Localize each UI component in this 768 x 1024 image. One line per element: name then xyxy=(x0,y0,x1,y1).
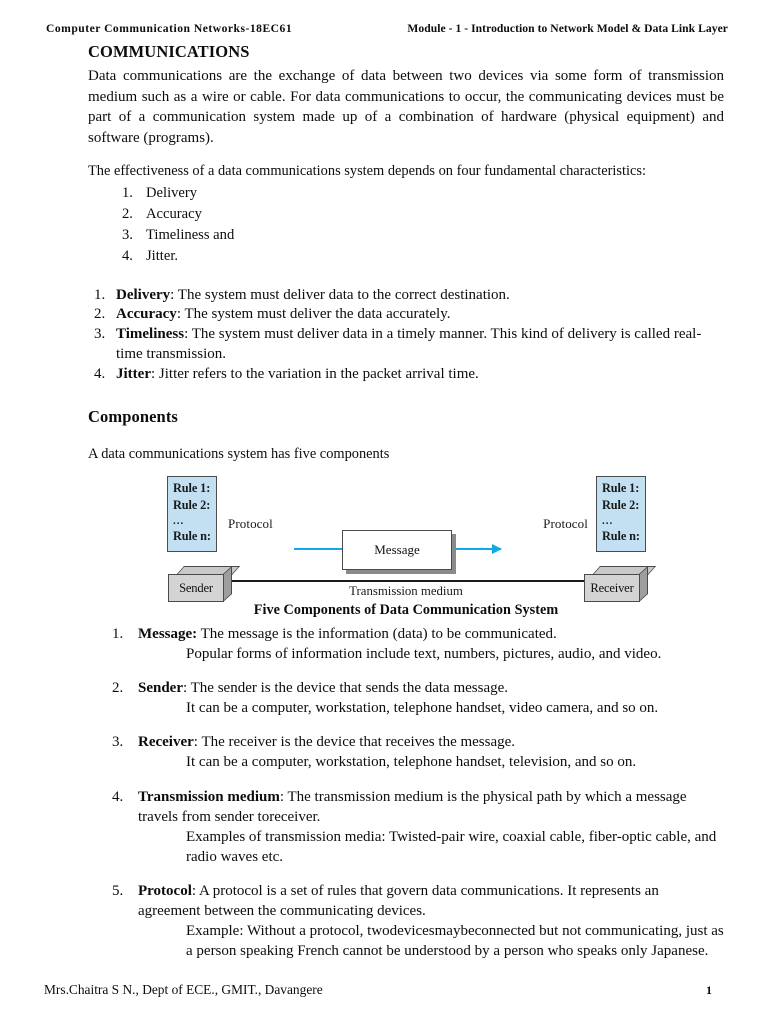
protocol-label-sender: Protocol xyxy=(228,515,273,531)
list-marker: 4. xyxy=(94,366,106,383)
list-item xyxy=(112,624,724,664)
list-marker: 1. xyxy=(94,286,106,303)
definition-text: The system must deliver data in a timely manner. This kind of delivery is called real-time transmission. xyxy=(116,326,702,363)
definition-separator: : xyxy=(184,326,189,343)
list-item xyxy=(94,365,724,385)
footer-author: Mrs.Chaitra S N., Dept of ECE., GMIT., Davangere xyxy=(44,982,323,997)
header-course-title: Computer Communication Networks-18EC61 xyxy=(46,22,293,35)
list-item-label: Accuracy xyxy=(146,206,202,223)
figure-caption: Five Components of Data Communication System xyxy=(253,601,559,618)
list-item xyxy=(122,225,724,246)
protocol-rules-box-sender xyxy=(167,476,217,552)
list-marker: 3. xyxy=(112,734,124,751)
list-marker: 3. xyxy=(94,326,106,343)
components-heading: Components xyxy=(88,407,178,427)
list-marker: 2. xyxy=(94,306,106,323)
protocol-rules-box-receiver xyxy=(596,476,646,552)
definition-separator: : xyxy=(150,366,156,383)
component-term: Message: xyxy=(138,625,198,642)
list-item xyxy=(94,286,724,306)
components-lead: A data communications system has five components xyxy=(88,446,390,463)
spacer xyxy=(88,431,724,445)
rule-line-n: Rule n: xyxy=(602,529,640,544)
receiver-label: Receiver xyxy=(584,574,640,602)
component-subtext: Popular forms of information include text, numbers, pictures, audio, and video. xyxy=(186,646,662,663)
spacer xyxy=(88,268,724,286)
component-text: : The transmission medium is the physical path by which a message travels from sender toreceiver. xyxy=(138,788,687,825)
component-subtext: Examples of transmission media: Twisted-pair wire, coaxial cable, fiber-optic cable, and radio waves etc. xyxy=(186,828,717,865)
list-item xyxy=(122,204,724,225)
component-subtext: It can be a computer, workstation, telephone handset, video camera, and so on. xyxy=(186,700,659,717)
transmission-medium-label: Transmission medium xyxy=(349,583,463,598)
component-term: Receiver xyxy=(138,734,194,751)
protocol-label-receiver: Protocol xyxy=(543,515,588,531)
components-list xyxy=(88,624,724,961)
list-item-label: Delivery xyxy=(146,184,198,201)
list-item xyxy=(112,678,724,718)
definition-term: Accuracy xyxy=(116,306,177,323)
component-term: Protocol xyxy=(138,882,192,899)
figure-five-components xyxy=(88,474,724,624)
running-footer xyxy=(44,982,712,998)
definition-separator: : xyxy=(170,286,175,303)
list-marker: 2. xyxy=(122,206,133,223)
message-arrow-in xyxy=(294,548,344,550)
rule-line-2: Rule 2: xyxy=(173,498,211,513)
list-item xyxy=(122,183,724,204)
running-header xyxy=(46,22,728,35)
component-text: : The sender is the device that sends the data message. xyxy=(183,680,509,697)
page-content xyxy=(88,42,724,975)
message-arrow-out-icon xyxy=(455,548,501,550)
figure-canvas xyxy=(166,474,646,599)
spacer xyxy=(88,385,724,407)
definition-term: Delivery xyxy=(116,286,171,303)
sender-label: Sender xyxy=(168,574,224,602)
list-item xyxy=(94,305,724,325)
component-subtext: It can be a computer, workstation, telephone handset, television, and so on. xyxy=(186,754,637,771)
definition-term: Jitter xyxy=(116,366,151,383)
rule-ellipsis: ... xyxy=(602,514,614,527)
list-item xyxy=(112,881,724,961)
rule-ellipsis: ... xyxy=(173,514,185,527)
component-text: : A protocol is a set of rules that govern data communications. It represents an agreement between the communicating devices. xyxy=(138,882,659,919)
rule-line-1: Rule 1: xyxy=(173,480,211,495)
definition-separator: : xyxy=(176,306,181,323)
list-marker: 1. xyxy=(122,184,133,201)
intro-paragraph: Data communications are the exchange of data between two devices via some form of transmission medium such as a wire or cable. For data communications to occur, the communicating devices must be part of a communication system made up of a combination of hardware (physical equipment) and software (programs). xyxy=(88,68,724,146)
characteristics-definitions xyxy=(88,286,724,386)
component-term: Sender xyxy=(138,680,183,697)
component-subtext: Example: Without a protocol, twodevicesmaybeconnected but not communicating, just as a person speaking French cannot be understood by a person who speaks only Japanese. xyxy=(186,923,724,960)
header-module-title: Module - 1 - Introduction to Network Model & Data Link Layer xyxy=(407,22,728,35)
list-marker: 2. xyxy=(112,680,124,697)
list-item xyxy=(112,787,724,867)
characteristics-list xyxy=(88,183,724,268)
list-marker: 4. xyxy=(122,248,133,265)
definition-text: The system must deliver data to the correct destination. xyxy=(174,286,510,303)
footer-page-number: 1 xyxy=(706,983,712,997)
rule-line-1: Rule 1: xyxy=(602,480,640,495)
list-marker: 4. xyxy=(112,788,124,805)
list-item xyxy=(122,246,724,267)
message-box: Message xyxy=(342,530,452,570)
definition-term: Timeliness xyxy=(116,326,185,343)
transmission-medium-line xyxy=(226,580,588,582)
component-text: : The receiver is the device that receives the message. xyxy=(193,734,516,751)
list-marker: 3. xyxy=(122,227,133,244)
list-item xyxy=(112,732,724,772)
list-item xyxy=(94,325,724,365)
effectiveness-lead: The effectiveness of a data communications system depends on four fundamental characteristics: xyxy=(88,163,646,180)
definition-text: Jitter refers to the variation in the packet arrival time. xyxy=(155,366,479,383)
component-text: The message is the information (data) to be communicated. xyxy=(197,625,557,642)
list-marker: 1. xyxy=(112,625,124,642)
list-marker: 5. xyxy=(112,882,124,899)
list-item-label: Timeliness and xyxy=(146,227,235,244)
rule-line-2: Rule 2: xyxy=(602,498,640,513)
spacer xyxy=(88,148,724,162)
page-title: COMMUNICATIONS xyxy=(88,42,250,61)
definition-text: The system must deliver the data accurately. xyxy=(180,306,451,323)
rule-line-n: Rule n: xyxy=(173,529,211,544)
component-term: Transmission medium xyxy=(138,788,280,805)
list-item-label: Jitter. xyxy=(146,248,179,265)
